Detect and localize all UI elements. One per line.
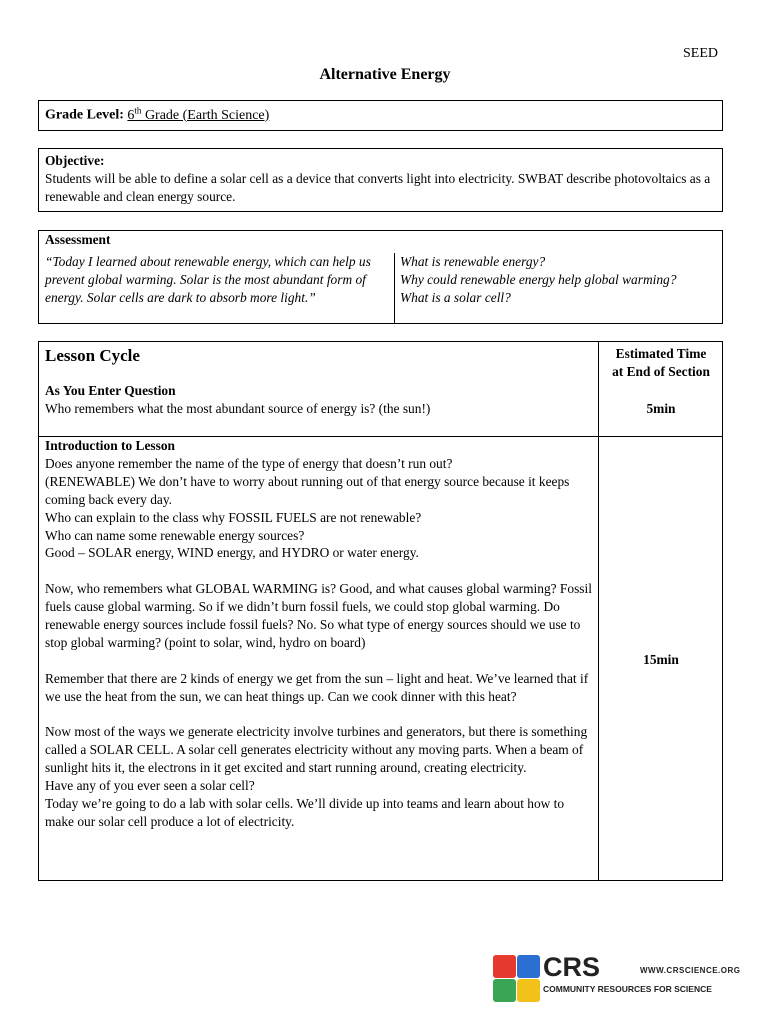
crs-logo bbox=[493, 952, 741, 1005]
enter-question-heading: As You Enter Question bbox=[45, 383, 176, 398]
section2-time: 15min bbox=[643, 652, 679, 667]
grade-level-box bbox=[38, 100, 723, 131]
intro-paragraph-3: Remember that there are 2 kinds of energy we get from the sun – light and heat. We’ve learned that if we use the heat from the sun, we can heat things up. Can we cook dinner with this heat? bbox=[45, 670, 589, 704]
intro-line: Who can explain to the class why FOSSIL FUELS are not renewable? bbox=[45, 509, 422, 525]
estimated-time-line: at End of Section bbox=[612, 364, 710, 379]
intro-line: Does anyone remember the name of the type of energy that doesn’t run out? bbox=[45, 455, 453, 471]
assessment-divider bbox=[394, 253, 395, 324]
logo-tile-green bbox=[493, 979, 516, 1002]
page-title: Alternative Energy bbox=[319, 66, 451, 83]
objective-text: Students will be able to define a solar cell as a device that converts light into electricity. SWBAT describe photovoltaics as a renewable and clean energy source. bbox=[45, 171, 711, 204]
objective-label: Objective: bbox=[45, 153, 105, 168]
enter-question-text: Who remembers what the most abundant source of energy is? (the sun!) bbox=[45, 401, 431, 416]
section1-time: 5min bbox=[646, 401, 676, 416]
logo-tagline: COMMUNITY RESOURCES FOR SCIENCE bbox=[543, 984, 712, 994]
intro-line: Today we’re going to do a lab with solar cells. We’ll divide up into teams and learn about how to make our solar cell produce a lot of electricity. bbox=[45, 796, 565, 829]
introduction-section bbox=[45, 437, 595, 831]
logo-tile-red bbox=[493, 955, 516, 978]
intro-paragraph-2: Now, who remembers what GLOBAL WARMING is? Good, and what causes global warming? Fossil fuels cause global warming. So if we didn’t burn fossil fuels, we could stop global warming. Do renewable energy sources include fossil fuels? No. So what type of energy sources should we use to stop global warming? (point to solar, wind, hydro on board) bbox=[45, 581, 592, 650]
grade-level-label: Grade Level: bbox=[45, 107, 124, 123]
column-divider bbox=[598, 342, 599, 881]
grade-level-value bbox=[127, 105, 270, 123]
intro-line: Have any of you ever seen a solar cell? bbox=[45, 778, 255, 794]
assessment-statement: “Today I learned about renewable energy, which can help us prevent global warming. Solar is the most abundant form of energy. Solar cells are dark to absorb more light.” bbox=[45, 254, 371, 305]
estimated-time-header bbox=[599, 345, 723, 381]
seed-label: SEED bbox=[683, 46, 718, 61]
enter-question-section bbox=[45, 382, 593, 418]
assessment-label: Assessment bbox=[45, 232, 111, 247]
intro-line: Now most of the ways we generate electricity involve turbines and generators, but there is something called a SOLAR CELL. A solar cell generates electricity without any moving parts. When a beam of sunlight hits it, the electrons in it get excited and start running around, creating electricity. bbox=[45, 724, 588, 776]
intro-line: Good – SOLAR energy, WIND energy, and HYDRO or water energy. bbox=[45, 545, 419, 561]
intro-paragraph-4 bbox=[45, 723, 595, 830]
logo-wordmark: CRS bbox=[543, 952, 601, 982]
grade-subject: Grade (Earth Science) bbox=[141, 107, 270, 123]
assessment-question: What is a solar cell? bbox=[400, 290, 511, 305]
assessment-box bbox=[38, 230, 723, 324]
logo-tile-blue bbox=[517, 955, 540, 978]
estimated-time-line: Estimated Time bbox=[615, 346, 707, 361]
lesson-cycle-title: Lesson Cycle bbox=[45, 346, 140, 365]
objective-box bbox=[38, 148, 723, 212]
intro-line: Who can name some renewable energy sources? bbox=[45, 527, 305, 543]
grade-suffix: th bbox=[134, 105, 142, 115]
intro-paragraph-1 bbox=[45, 455, 595, 562]
logo-tile-yellow bbox=[517, 979, 540, 1002]
assessment-question: What is renewable energy? bbox=[400, 254, 546, 269]
assessment-questions bbox=[400, 253, 720, 307]
lesson-cycle-table bbox=[38, 341, 723, 881]
introduction-heading: Introduction to Lesson bbox=[45, 438, 175, 453]
logo-url: WWW.CRSCIENCE.ORG bbox=[640, 966, 741, 975]
grade-number: 6 bbox=[127, 107, 135, 123]
assessment-question: Why could renewable energy help global warming? bbox=[400, 272, 677, 287]
intro-line: (RENEWABLE) We don’t have to worry about running out of that energy source because it keeps coming back every day. bbox=[45, 473, 570, 507]
